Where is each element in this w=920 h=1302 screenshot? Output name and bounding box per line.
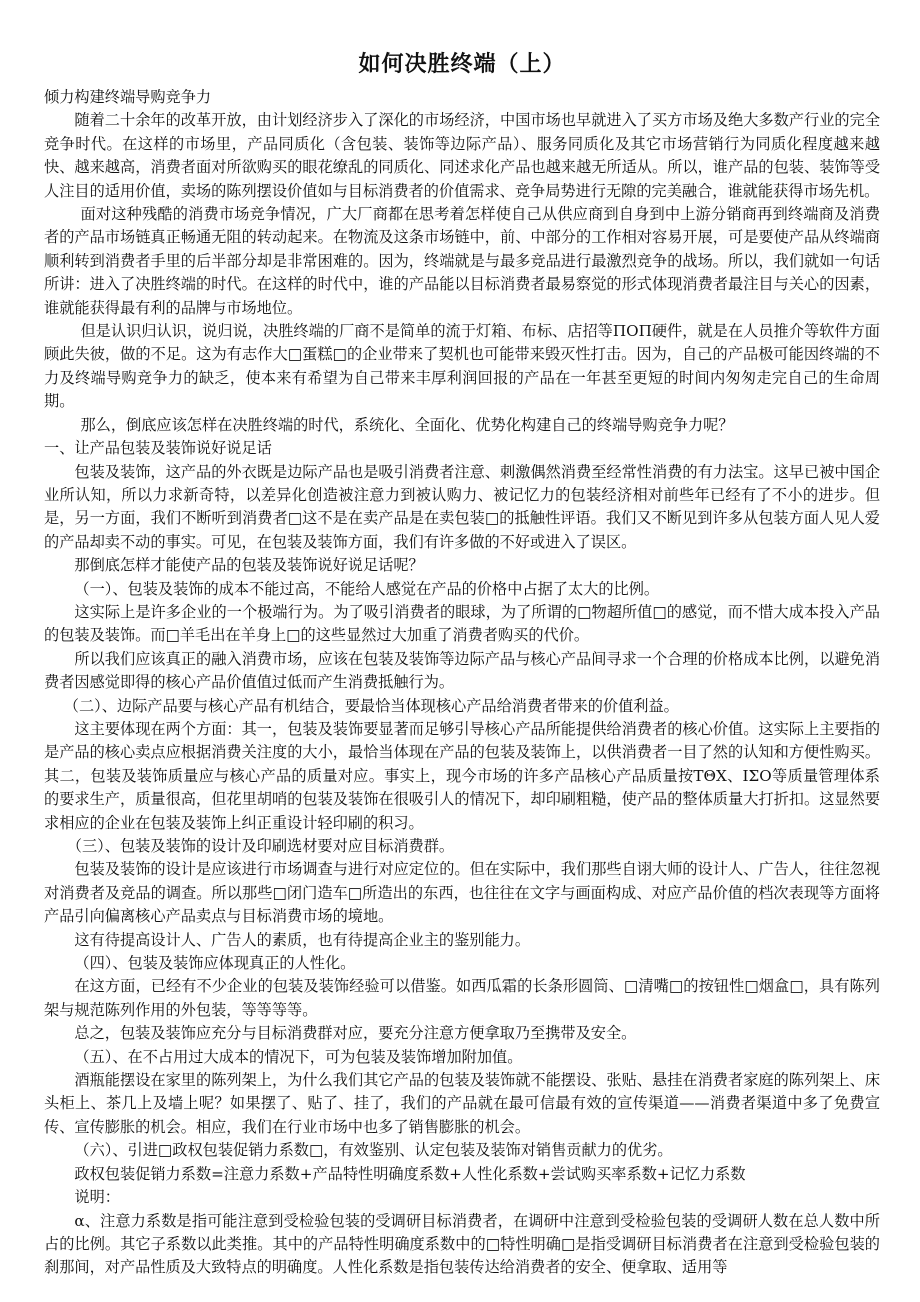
paragraph: 酒瓶能摆设在家里的陈列架上，为什么我们其它产品的包装及装饰就不能摆设、张贴、悬挂在消费者家庭的陈列架上、床头柜上、茶几上及墙上呢？如果摆了、贴了、挂了，我们的产品就在最可信最有效的宣传渠道——消费者渠道中多了免费宣传、宣传膨胀的机会。相应，我们在行业市场中也多了销售膨胀的机会。: [44, 1071, 880, 1136]
paragraph: （一）、包装及装饰的成本不能过高，不能给人感觉在产品的价格中占据了太大的比例。: [74, 579, 660, 598]
paragraph: 这实际上是许多企业的一个极端行为。为了吸引消费者的眼球，为了所谓的□物超所值□的感觉，而不惜大成本投入产品的包装及装饰。而□羊毛出在羊身上□的这些显然过大加重了消费者购买的代价。: [44, 602, 880, 645]
paragraph: 包装及装饰的设计是应该进行市场调查与进行对应定位的。但在实际中，我们那些自诩大师的设计人、广告人，往往忽视对消费者及竞品的调查。所以那些□闭门造车□所造出的东西，也往往在文字与画面构成、对应产品价值的档次表现等方面将产品引向偏离核心产品卖点与目标消费市场的境地。: [44, 860, 880, 926]
paragraph: （六）、引进□政权包装促销力系数□，有效鉴别、认定包装及装饰对销售贡献力的优劣。: [74, 1141, 673, 1160]
document-body: [44, 86, 880, 1280]
paragraph: 那么，倒底应该怎样在决胜终端的时代，系统化、全面化、优势化构建自己的终端导购竞争力呢？: [80, 415, 734, 434]
paragraph: 随着二十余年的改革开放，由计划经济步入了深化的市场经济，中国市场也早就进入了买方市场及绝大多数产行业的完全竞争时代。在这样的市场里，产品同质化（含包装、装饰等边际产品）、服务同质化及其它市场营销行为同质化程度越来越快、越来越高，消费者面对所欲购买的眼花缭乱的同质化、同述求化产品也越来越无所适从。所以，谁产品的包装、装饰等受人注目的适用价值，卖场的陈列摆设价值如与目标消费者的价值需求、竞争局势进行无隙的完美融合，谁就能获得市场先机。: [44, 111, 880, 200]
paragraph: 在这方面，已经有不少企业的包装及装饰经验可以借鉴。如西瓜霜的长条形圆筒、□清嘴□的按钮性□烟盒□，具有陈列架与规范陈列作用的外包装，等等等等。: [44, 977, 880, 1019]
paragraph: （二）、边际产品要与核心产品有机结合，要最恰当体现核心产品给消费者带来的价值利益。: [63, 696, 679, 715]
paragraph: 政权包装促销力系数=注意力系数+产品特性明确度系数+人性化系数+尝试购买率系数+记忆力系数: [74, 1164, 746, 1183]
paragraph: 总之，包装及装饰应充分与目标消费群对应，要充分注意方便拿取乃至携带及安全。: [74, 1024, 637, 1043]
paragraph: 说明：: [74, 1188, 120, 1207]
paragraph: （五）、在不占用过大成本的情况下，可为包装及装饰增加附加值。: [74, 1047, 523, 1066]
paragraph: 面对这种残酷的消费市场竞争情况，广大厂商都在思考着怎样使自己从供应商到自身到中上游分销商再到终端商及消费者的产品市场链真正畅通无阻的转动起来。在物流及这条市场链中，前、中部分的工作相对容易开展，可是要使产品从终端商顺利转到消费者手里的后半部分却是非常困难的。因为，终端就是与最多竞品进行最激烈竞争的战场。所以，我们就如一句话所讲：进入了决胜终端的时代。在这样的时代中，谁的产品能以目标消费者最易察觉的形式体现消费者最注目与关心的因素，谁就能获得最有利的品牌与市场地位。: [44, 205, 880, 317]
paragraph: α、注意力系数是指可能注意到受检验包装的受调研目标消费者，在调研中注意到受检验包装的受调研人数在总人数中所占的比例。其它子系数以此类推。其中的产品特性明确度系数中的□特性明确□是指受调研目标消费者在注意到受检验包装的刹那间，对产品性质及大致特点的明确度。人性化系数是指包装传达给消费者的安全、便拿取、适用等: [44, 1211, 880, 1277]
paragraph: （三）、包装及装饰的设计及印刷选材要对应目标消费群。: [66, 837, 455, 855]
paragraph: 这有待提高设计人、广告人的素质，也有待提高企业主的鉴别能力。: [74, 930, 531, 949]
paragraph: 所以我们应该真正的融入消费市场，应该在包装及装饰等边际产品与核心产品间寻求一个合理的价格成本比例，以避免消费者因感觉即得的核心产品价值值过低而产生消费抵触行为。: [44, 649, 880, 692]
paragraph: 那倒底怎样才能使产品的包装及装饰说好说足话呢？: [74, 556, 424, 575]
paragraph: （四）、包装及装饰应体现真正的人性化。: [74, 954, 356, 973]
paragraph: 倾力构建终端导购竞争力: [44, 88, 212, 106]
paragraph: 包装及装饰，这产品的外衣既是边际产品也是吸引消费者注意、刺激偶然消费至经常性消费的有力法宝。这早已被中国企业所认知，所以力求新奇特，以差异化创造被注意力到被认购力、被记忆力的包装经济相对前些年已经有了不小的进步。但是，另一方面，我们不断听到消费者□这不是在卖产品是在卖包装□的抵触性评语。我们又不断见到许多从包装方面人见人爱的产品却卖不动的事实。可见，在包装及装饰方面，我们有许多做的不好或进入了误区。: [44, 462, 880, 551]
paragraph: 这主要体现在两个方面：其一，包装及装饰要显著而足够引导核心产品所能提供给消费者的核心价值。这实际上主要指的是产品的核心卖点应根据消费关注度的大小，最恰当体现在产品的包装及装饰上，以供消费者一目了然的认知和方便性购买。其二，包装及装饰质量应与核心产品的质量对应。事实上，现今市场的许多产品核心产品质量按ΤΘΧ、ΙΣΟ等质量管理体系的要求生产，质量很高，但花里胡哨的包装及装饰在很吸引人的情况下，却印刷粗糙，使产品的整体质量大打折扣。这显然要求相应的企业在包装及装饰上纠正重设计轻印刷的积习。: [44, 719, 880, 832]
paragraph: 一、让产品包装及装饰说好说足话: [44, 439, 272, 458]
paragraph: 但是认识归认识，说归说，决胜终端的厂商不是简单的流于灯箱、布标、店招等ΠΟΠ硬件，就是在人员推介等软件方面顾此失彼，做的不足。这为有志作大□蛋糕□的企业带来了契机也可能带来毁灭性打击。因为，自己的产品极可能因终端的不力及终端导购竞争力的缺乏，使本来有希望为自己带来丰厚利润回报的产品在一年甚至更短的时间内匆匆走完自己的生命周期。: [44, 322, 880, 411]
document-title: 如何决胜终端（上）: [358, 51, 566, 77]
